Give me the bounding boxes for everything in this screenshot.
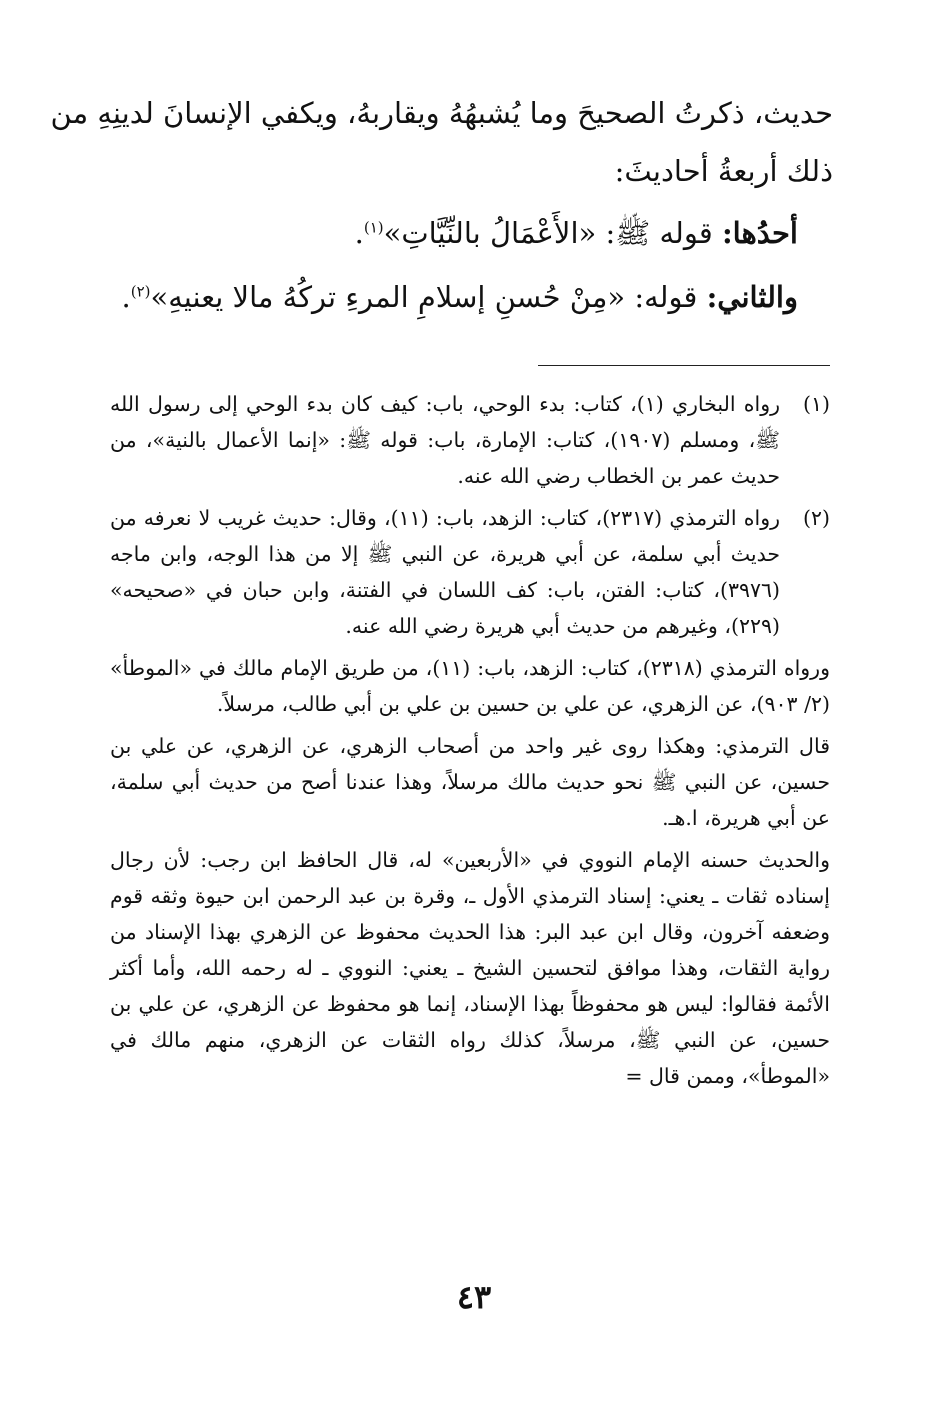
hadith-lead: أحدُها: xyxy=(721,216,798,250)
hadith-text: قوله ﷺ: «الأَعْمَالُ بالنِّيَّاتِ» xyxy=(383,216,722,250)
footnote xyxy=(110,386,830,494)
footnote-paragraph xyxy=(110,650,830,722)
footnote-text: قال الترمذي: وهكذا روى غير واحد من أصحاب الزهري، عن الزهري، عن علي بن حسين، عن النبي ﷺ نحو حديث مالك مرسلاً، وهذا عندنا أصح من حديث أبي سلمة، عن أبي هريرة، ا.هـ. xyxy=(110,734,830,830)
hadith-end: . xyxy=(121,280,131,314)
hadith-line-1 xyxy=(355,216,798,251)
hadith-lead: والثاني: xyxy=(706,280,798,314)
footnote-marker[interactable]: (٢) xyxy=(130,282,151,301)
footnote-number: (٢) xyxy=(802,506,830,530)
footnote-paragraph xyxy=(110,728,830,836)
main-text-segment: حديث، ذكرتُ الصحيحَ وما يُشبهُهُ ويقاربهُ، ويكفي الإنسانَ لدينِهِ من xyxy=(50,96,833,130)
page-number: ٤٣ xyxy=(456,1278,492,1316)
hadith-text: قوله: «مِنْ حُسنِ إسلامِ المرءِ تركُهُ مالا يعنيهِ» xyxy=(150,280,707,314)
footnote-text: والحديث حسنه الإمام النووي في «الأربعين» له، قال الحافظ ابن رجب: لأن رجال إسناده ثقات ـ يعني: إسناد الترمذي الأول ـ، وقرة بن عبد الرحمن ابن حيوة وثقه قوم وضعفه آخرون، وقال ابن عبد البر: هذا الحديث محفوظ عن الزهري بهذا الإسناد من رواية الثقات، وهذا موافق لتحسين الشيخ ـ يعني: النووي ـ له رحمه الله، وأما أكثر الأئمة فقالوا: ليس هو محفوظاً بهذا الإسناد، إنما هو محفوظ عن الزهري، عن علي بن حسين، عن النبي ﷺ، مرسلاً، كذلك رواه الثقات عن الزهري، منهم مالك في «الموطأ»، وممن قال = xyxy=(110,848,830,1088)
main-text-line xyxy=(50,96,833,131)
footnote xyxy=(110,500,830,644)
footnote-number: (١) xyxy=(802,392,830,416)
footnote-text: رواه الترمذي (٢٣١٧)، كتاب: الزهد، باب: (١١)، وقال: حديث غريب لا نعرفه من حديث أبي سلمة، عن أبي هريرة، عن النبي ﷺ إلا من هذا الوجه، وابن ماجه (٣٩٧٦)، كتاب: الفتن، باب: كف اللسان في الفتنة، وابن حبان في «صحيحه» (٢٢٩)، وغيرهم من حديث أبي هريرة رضي الله عنه. xyxy=(110,506,780,638)
hadith-line-2 xyxy=(121,280,798,315)
footnotes xyxy=(110,386,830,1094)
footnote-text: ورواه الترمذي (٢٣١٨)، كتاب: الزهد، باب: (١١)، من طريق الإمام مالك في «الموطأ» (٢/ ٩٠٣)، عن الزهري، عن علي بن حسين بن علي بن أبي طالب، مرسلاً. xyxy=(110,656,830,716)
footnote-text: رواه البخاري (١)، كتاب: بدء الوحي، باب: كيف كان بدء الوحي إلى رسول الله ﷺ، ومسلم (١٩٠٧)، كتاب: الإمارة، باب: قوله ﷺ: «إنما الأعمال بالنية»، من حديث عمر بن الخطاب رضي الله عنه. xyxy=(110,392,780,488)
main-text-line xyxy=(615,154,833,189)
footnote-separator xyxy=(538,365,830,366)
main-text-segment: ذلك أربعةُ أحاديثَ: xyxy=(614,154,833,188)
footnote-marker[interactable]: (١) xyxy=(363,218,384,237)
hadith-end: . xyxy=(354,216,364,250)
footnote-paragraph xyxy=(110,842,830,1094)
